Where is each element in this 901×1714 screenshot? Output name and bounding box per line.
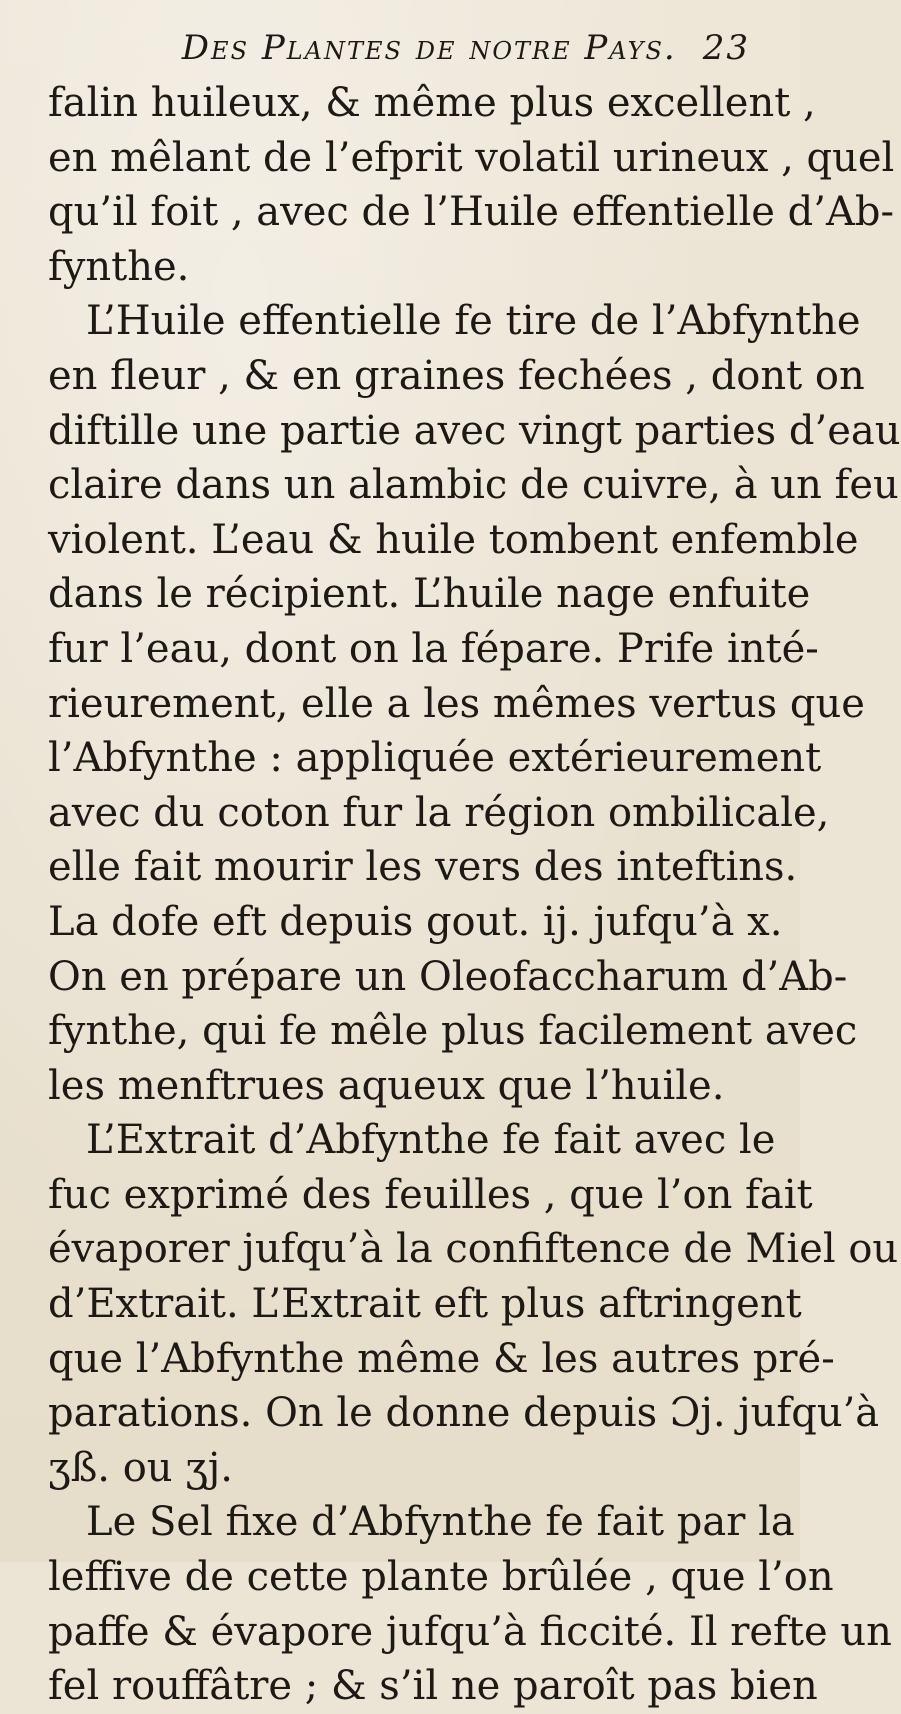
body-text (48, 76, 901, 1714)
text-line: d’Extrait. L’Extrait eft plus aftringent (48, 1281, 802, 1328)
text-line: ʒß. ou ʒj. (48, 1444, 233, 1491)
page-number: 23 (702, 28, 750, 68)
text-line: fuc exprimé des feuilles , que l’on fait (48, 1171, 813, 1218)
text-line: falin huileux, & même plus excellent , (48, 80, 816, 126)
text-line: dans le récipient. L’huile nage enfuite (48, 571, 811, 618)
text-line: fel rouffâtre ; & s’il ne paroît pas bien (48, 1663, 818, 1710)
text-line: Le Sel fixe d’Abfynthe fe fait par la (86, 1499, 795, 1546)
text-line: La dofe eft depuis gout. ij. jufqu’à x. (48, 898, 783, 945)
text-line: les menftrues aqueux que l’huile. (48, 1062, 725, 1109)
text-line: en mêlant de l’efprit volatil urineux , quel (48, 134, 895, 181)
text-line: L’Huile effentielle fe tire de l’Abfynthe (86, 298, 861, 345)
text-line: fynthe, qui fe mêle plus facilement avec (48, 1008, 858, 1055)
text-line: L’Extrait d’Abfynthe fe fait avec le (86, 1117, 776, 1164)
text-line: rieurement, elle a les mêmes vertus que (48, 680, 865, 727)
text-line: violent. L’eau & huile tombent enfemble (48, 516, 859, 563)
text-line: évaporer jufqu’à la confiftence de Miel ou (48, 1226, 899, 1273)
text-line: qu’il foit , avec de l’Huile effentielle d’Ab- (48, 189, 894, 236)
text-line: diftille une partie avec vingt parties d’eau (48, 407, 901, 454)
text-line: fur l’eau, dont on la fépare. Prife inté- (48, 625, 819, 672)
text-line: leffive de cette plante brûlée , que l’on (48, 1554, 834, 1601)
text-line: que l’Abfynthe même & les autres pré- (48, 1335, 835, 1382)
text-line: l’Abfynthe : appliquée extérieurement (48, 735, 822, 782)
text-line: avec du coton fur la région ombilicale, (48, 789, 830, 836)
text-line: parations. On le donne depuis Ɔj. jufqu’à (48, 1390, 880, 1437)
text-line: elle fait mourir les vers des inteftins. (48, 844, 798, 891)
text-line: On en prépare un Oleofaccharum d’Ab- (48, 953, 848, 1000)
running-head-title: Des Plantes de notre Pays. (181, 28, 677, 68)
text-line: paffe & évapore jufqu’à ficcité. Il refte un (48, 1608, 892, 1655)
text-line: claire dans un alambic de cuivre, à un feu (48, 462, 899, 509)
text-line: fynthe. (48, 243, 190, 290)
running-head (48, 28, 758, 76)
text-line: en fleur , & en graines fechées , dont on (48, 352, 865, 399)
